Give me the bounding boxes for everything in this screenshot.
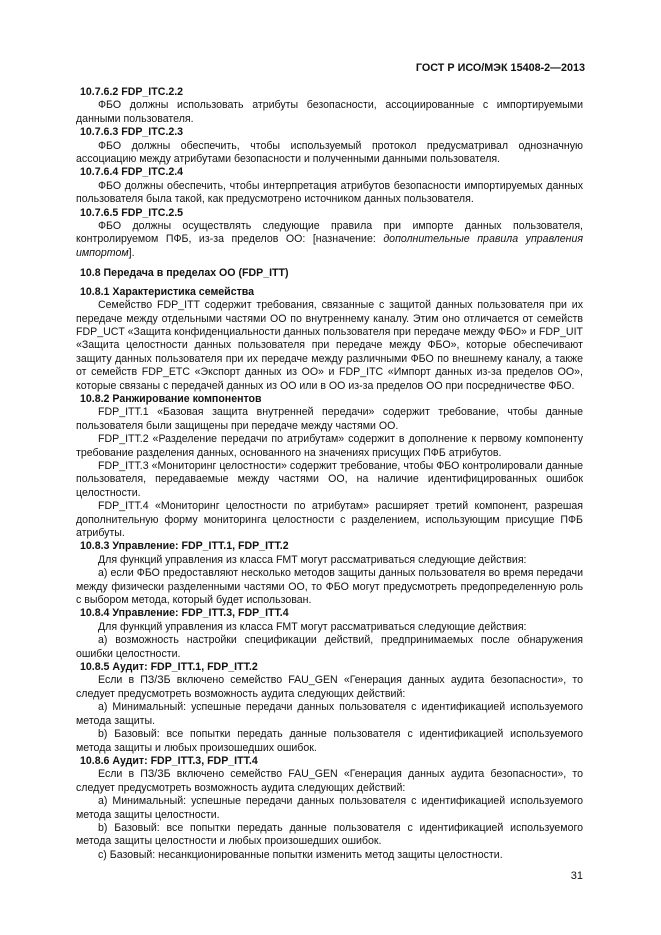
- text-run: ФБО должны осуществлять следующие правила при импорте данных пользователя, контролируемом ПФБ, из-за пределов ОО: [назначение:: [76, 220, 583, 246]
- list-item: а) Минимальный: успешные передачи данных пользователя с идентификацией используемого метода защиты целостности.: [76, 795, 583, 821]
- paragraph: Для функций управления из класса FMT могут рассматриваться следующие действия:: [98, 620, 527, 633]
- paragraph: FDP_ITT.4 «Мониторинг целостности по атрибутам» расширяет третий компонент, разрешая дополнительную форму мониторинга целостности с разделением, использующим присущие ПФБ атрибуты.: [76, 500, 583, 539]
- clause-heading: 10.8.3 Управление: FDP_ITT.1, FDP_ITT.2: [80, 540, 289, 553]
- paragraph: FDP_ITT.1 «Базовая защита внутренней передачи» содержит требование, чтобы данные пользователя были защищены при передаче между частями ОО.: [76, 406, 583, 432]
- italic-assignment: дополнительные правила управления импортом: [76, 233, 583, 259]
- list-item: а) если ФБО предоставляют несколько методов защиты данных пользователя во время передачи между физически разделенными частями ОО, то ФБО могут предусмотреть предопределенную роль с выбором метода, который будет использован.: [76, 567, 583, 607]
- clause-heading: 10.7.6.2 FDP_ITC.2.2: [80, 86, 184, 98]
- paragraph: FDP_ITT.2 «Разделение передачи по атрибутам» содержит в дополнение к первому компоненту требование разделения данных, основанного на значениях присущих ПФБ атрибутов.: [76, 433, 583, 459]
- clause-heading: 10.8.5 Аудит: FDP_ITT.1, FDP_ITT.2: [80, 661, 258, 674]
- paragraph: ФБО должны обеспечить, чтобы интерпретация атрибутов безопасности импортируемых данных пользователя была такой, как предусмотрено источником данных пользователя.: [76, 179, 583, 206]
- list-item: b) Базовый: все попытки передать данные пользователя с идентификацией используемого метода защиты и любых произошедших ошибок.: [76, 728, 583, 754]
- paragraph: [76, 220, 583, 260]
- clause-heading: 10.7.6.4 FDP_ITC.2.4: [80, 166, 184, 179]
- section-heading: 10.8 Передача в пределах ОО (FDP_ITT): [80, 267, 289, 280]
- paragraph: Если в ПЗ/ЗБ включено семейство FAU_GEN «Генерация данных аудита безопасности», то следует предусмотреть возможность аудита следующих действий:: [76, 768, 583, 794]
- paragraph: Для функций управления из класса FMT могут рассматриваться следующие действия:: [98, 553, 527, 566]
- document-body: [76, 86, 583, 862]
- paragraph: ФБО должны использовать атрибуты безопасности, ассоциированные с импортируемыми данными пользователя.: [76, 99, 583, 125]
- clause-heading: 10.8.4 Управление: FDP_ITT.3, FDP_ITT.4: [80, 607, 289, 620]
- paragraph: FDP_ITT.3 «Мониторинг целостности» содержит требование, чтобы ФБО контролировали данные пользователя, передаваемые между частями ОО, на наличие идентифицированных ошибок целостности.: [76, 459, 583, 499]
- list-item: b) Базовый: все попытки передать данные пользователя с идентификацией используемого метода защиты целостности и любых произошедших ошибок.: [76, 821, 583, 848]
- paragraph: Семейство FDP_ITT содержит требования, связанные с защитой данных пользователя при их передаче между отдельными частями ОО по внутреннему каналу. Этим оно отличается от семейств FDP_UCT «Защита конфиденциальности данных пользователя при передаче между ФБО» и FDP_UIT «Защита целостности данных пользователя при передаче между ФБО», которые обеспечивают защиту данных пользователя при их передаче между различными ФБО по внешнему каналу, а также от семейств FDP_ETC «Экспорт данных из ОО» и FDP_ITC «Импорт данных из-за пределов ОО», которые связаны с передачей данных из ОО или в ОО из-за пределов ОО при посредничестве ФБО.: [76, 299, 583, 392]
- list-item: а) Минимальный: успешные передачи данных пользователя с идентификацией используемого метода защиты.: [76, 701, 583, 727]
- list-item: с) Базовый: несанкционированные попытки изменить метод защиты целостности.: [98, 848, 503, 861]
- clause-heading: 10.8.2 Ранжирование компонентов: [80, 392, 262, 405]
- paragraph: Если в ПЗ/ЗБ включено семейство FAU_GEN «Генерация данных аудита безопасности», то следует предусмотреть возможность аудита следующих действий:: [76, 674, 583, 700]
- text-run: ].: [128, 246, 135, 259]
- clause-heading: 10.7.6.3 FDP_ITC.2.3: [80, 126, 184, 139]
- clause-heading: 10.8.6 Аудит: FDP_ITT.3, FDP_ITT.4: [80, 754, 258, 767]
- page-number: 31: [570, 870, 583, 882]
- document-header: ГОСТ Р ИСО/МЭК 15408-2—2013: [415, 62, 585, 74]
- clause-heading: 10.8.1 Характеристика семейства: [80, 285, 255, 298]
- paragraph: ФБО должны обеспечить, чтобы используемый протокол предусматривал однозначную ассоциацию между атрибутами безопасности и полученными данными пользователя.: [76, 139, 583, 166]
- clause-heading: 10.7.6.5 FDP_ITC.2.5: [80, 206, 184, 219]
- list-item: а) возможность настройки спецификации действий, предпринимаемых после обнаружения ошибки целостности.: [76, 634, 583, 660]
